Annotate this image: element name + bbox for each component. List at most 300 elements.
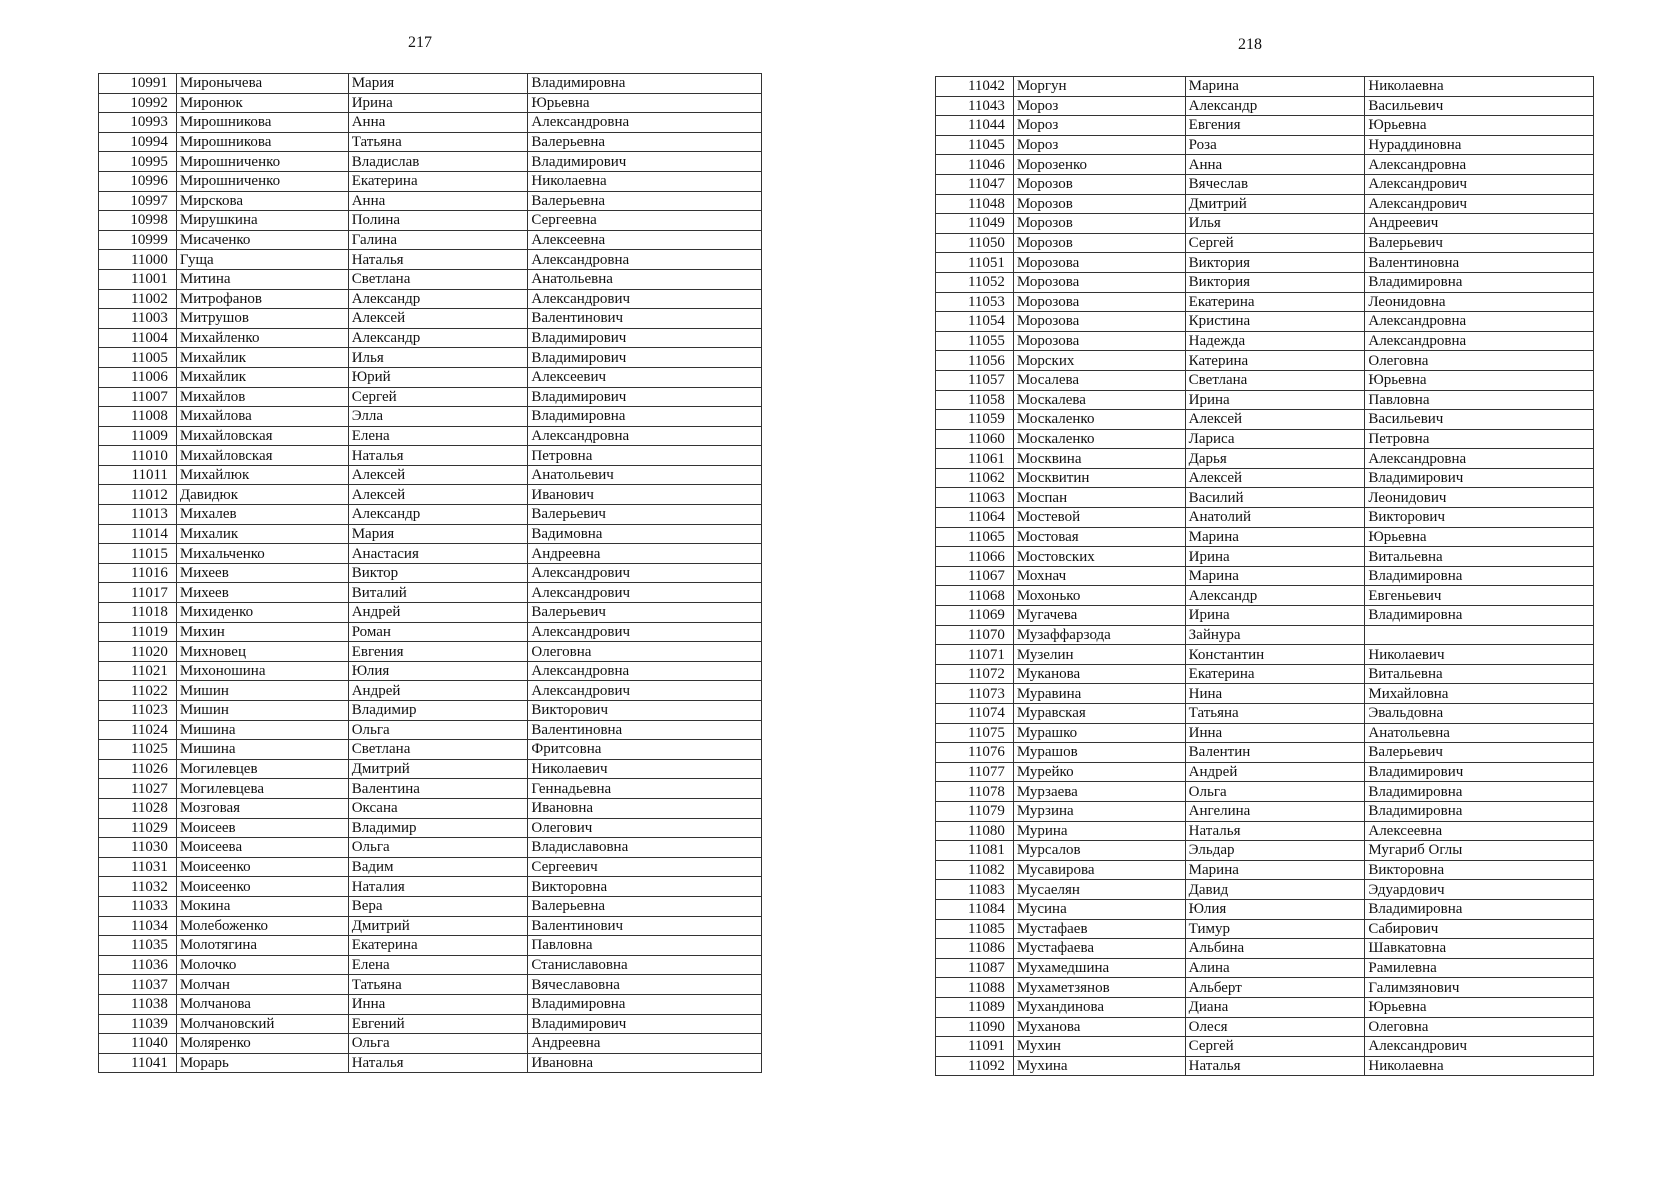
first-name-cell: Марина — [1185, 566, 1365, 586]
row-number-cell: 11023 — [99, 701, 177, 721]
table-row — [99, 661, 762, 681]
first-name-cell: Галина — [348, 230, 528, 250]
last-name-cell: Мурейко — [1013, 762, 1185, 782]
first-name-cell: Анна — [1185, 155, 1365, 175]
first-name-cell: Вера — [348, 896, 528, 916]
first-name-cell: Екатерина — [348, 171, 528, 191]
row-number-cell: 11071 — [936, 645, 1014, 665]
first-name-cell: Анастасия — [348, 544, 528, 564]
first-name-cell: Ирина — [1185, 606, 1365, 626]
patronymic-cell: Александрович — [528, 583, 762, 603]
row-number-cell: 11079 — [936, 801, 1014, 821]
last-name-cell: Михайлик — [176, 348, 348, 368]
patronymic-cell: Александровна — [528, 113, 762, 133]
row-number-cell: 11047 — [936, 174, 1014, 194]
patronymic-cell: Валентиновна — [528, 720, 762, 740]
table-row — [99, 701, 762, 721]
patronymic-cell: Александрович — [528, 289, 762, 309]
row-number-cell: 11092 — [936, 1056, 1014, 1076]
first-name-cell: Кристина — [1185, 312, 1365, 332]
row-number-cell: 11062 — [936, 468, 1014, 488]
patronymic-cell: Александрович — [1365, 1037, 1594, 1057]
row-number-cell: 11057 — [936, 370, 1014, 390]
first-name-cell: Тимур — [1185, 919, 1365, 939]
table-row — [99, 975, 762, 995]
row-number-cell: 11018 — [99, 603, 177, 623]
table-row — [936, 174, 1594, 194]
last-name-cell: Миронюк — [176, 93, 348, 113]
table-row — [99, 1014, 762, 1034]
first-name-cell: Ирина — [1185, 547, 1365, 567]
last-name-cell: Моисеенко — [176, 877, 348, 897]
patronymic-cell: Викторович — [1365, 508, 1594, 528]
row-number-cell: 11081 — [936, 841, 1014, 861]
row-number-cell: 11007 — [99, 387, 177, 407]
patronymic-cell: Васильевич — [1365, 410, 1594, 430]
last-name-cell: Моспан — [1013, 488, 1185, 508]
last-name-cell: Мурзаева — [1013, 782, 1185, 802]
patronymic-cell: Леонидович — [1365, 488, 1594, 508]
last-name-cell: Мурина — [1013, 821, 1185, 841]
row-number-cell: 11016 — [99, 563, 177, 583]
last-name-cell: Мирушкина — [176, 211, 348, 231]
first-name-cell: Елена — [348, 426, 528, 446]
table-row — [936, 351, 1594, 371]
last-name-cell: Муханова — [1013, 1017, 1185, 1037]
row-number-cell: 11076 — [936, 743, 1014, 763]
table-row — [99, 191, 762, 211]
first-name-cell: Роман — [348, 622, 528, 642]
patronymic-cell: Станиславовна — [528, 955, 762, 975]
patronymic-cell: Валентиновна — [1365, 253, 1594, 273]
first-name-cell: Анатолий — [1185, 508, 1365, 528]
last-name-cell: Моляренко — [176, 1034, 348, 1054]
first-name-cell: Зайнура — [1185, 625, 1365, 645]
table-row — [936, 880, 1594, 900]
row-number-cell: 11015 — [99, 544, 177, 564]
table-row — [936, 899, 1594, 919]
table-row — [936, 214, 1594, 234]
patronymic-cell: Павловна — [1365, 390, 1594, 410]
last-name-cell: Мостовая — [1013, 527, 1185, 547]
first-name-cell: Эльдар — [1185, 841, 1365, 861]
row-number-cell: 11037 — [99, 975, 177, 995]
first-name-cell: Владислав — [348, 152, 528, 172]
first-name-cell: Евгения — [1185, 116, 1365, 136]
patronymic-cell: Владимировна — [1365, 801, 1594, 821]
row-number-cell: 11059 — [936, 410, 1014, 430]
last-name-cell: Мостовских — [1013, 547, 1185, 567]
row-number-cell: 11004 — [99, 328, 177, 348]
first-name-cell: Катерина — [1185, 351, 1365, 371]
first-name-cell: Алексей — [1185, 410, 1365, 430]
table-row — [936, 272, 1594, 292]
table-row — [936, 331, 1594, 351]
table-row — [936, 410, 1594, 430]
row-number-cell: 11031 — [99, 857, 177, 877]
first-name-cell: Алина — [1185, 958, 1365, 978]
table-row — [936, 194, 1594, 214]
patronymic-cell: Николаевна — [1365, 77, 1594, 97]
row-number-cell: 11067 — [936, 566, 1014, 586]
last-name-cell: Михайлик — [176, 367, 348, 387]
first-name-cell: Андрей — [1185, 762, 1365, 782]
page-number-right: 218 — [1238, 36, 1262, 53]
table-row — [99, 171, 762, 191]
patronymic-cell: Анатольевна — [528, 269, 762, 289]
row-number-cell: 11064 — [936, 508, 1014, 528]
row-number-cell: 11002 — [99, 289, 177, 309]
row-number-cell: 11088 — [936, 978, 1014, 998]
table-row — [936, 586, 1594, 606]
last-name-cell: Михайленко — [176, 328, 348, 348]
first-name-cell: Екатерина — [348, 936, 528, 956]
last-name-cell: Мурзина — [1013, 801, 1185, 821]
patronymic-cell: Владимирович — [528, 387, 762, 407]
table-row — [936, 919, 1594, 939]
row-number-cell: 10993 — [99, 113, 177, 133]
table-row — [99, 328, 762, 348]
table-row — [936, 1037, 1594, 1057]
last-name-cell: Москалева — [1013, 390, 1185, 410]
row-number-cell: 11073 — [936, 684, 1014, 704]
row-number-cell: 11003 — [99, 309, 177, 329]
last-name-cell: Москвитин — [1013, 468, 1185, 488]
patronymic-cell: Валерьевич — [1365, 743, 1594, 763]
row-number-cell: 11017 — [99, 583, 177, 603]
last-name-cell: Моисеенко — [176, 857, 348, 877]
last-name-cell: Мозговая — [176, 798, 348, 818]
patronymic-cell: Владимировна — [528, 994, 762, 1014]
first-name-cell: Константин — [1185, 645, 1365, 665]
last-name-cell: Моисеев — [176, 818, 348, 838]
row-number-cell: 11039 — [99, 1014, 177, 1034]
patronymic-cell: Олеговна — [1365, 1017, 1594, 1037]
row-number-cell: 11035 — [99, 936, 177, 956]
row-number-cell: 11046 — [936, 155, 1014, 175]
table-row — [936, 508, 1594, 528]
table-row — [99, 152, 762, 172]
first-name-cell: Инна — [1185, 723, 1365, 743]
row-number-cell: 11083 — [936, 880, 1014, 900]
patronymic-cell: Иванович — [528, 485, 762, 505]
first-name-cell: Юлия — [348, 661, 528, 681]
patronymic-cell: Владимировна — [1365, 272, 1594, 292]
patronymic-cell: Ивановна — [528, 1053, 762, 1073]
first-name-cell: Виктория — [1185, 253, 1365, 273]
last-name-cell: Мустафаев — [1013, 919, 1185, 939]
row-number-cell: 11001 — [99, 269, 177, 289]
patronymic-cell: Андреевич — [1365, 214, 1594, 234]
last-name-cell: Давидюк — [176, 485, 348, 505]
row-number-cell: 11036 — [99, 955, 177, 975]
first-name-cell: Дарья — [1185, 449, 1365, 469]
table-row — [936, 821, 1594, 841]
patronymic-cell: Юрьевна — [1365, 370, 1594, 390]
row-number-cell: 10998 — [99, 211, 177, 231]
last-name-cell: Мухандинова — [1013, 997, 1185, 1017]
first-name-cell: Ольга — [348, 720, 528, 740]
last-name-cell: Муканова — [1013, 664, 1185, 684]
last-name-cell: Митрофанов — [176, 289, 348, 309]
row-number-cell: 11048 — [936, 194, 1014, 214]
table-row — [936, 155, 1594, 175]
table-row — [99, 583, 762, 603]
patronymic-cell: Валентинович — [528, 916, 762, 936]
last-name-cell: Мишина — [176, 740, 348, 760]
row-number-cell: 11065 — [936, 527, 1014, 547]
first-name-cell: Андрей — [348, 681, 528, 701]
table-row — [936, 77, 1594, 97]
first-name-cell: Наталья — [1185, 1056, 1365, 1076]
row-number-cell: 11078 — [936, 782, 1014, 802]
row-number-cell: 11080 — [936, 821, 1014, 841]
patronymic-cell: Мугариб Оглы — [1365, 841, 1594, 861]
table-row — [936, 527, 1594, 547]
patronymic-cell: Эдуардович — [1365, 880, 1594, 900]
patronymic-cell: Владимировна — [528, 74, 762, 94]
names-table-right — [935, 76, 1594, 1076]
patronymic-cell: Андреевна — [528, 544, 762, 564]
last-name-cell: Мухаметзянов — [1013, 978, 1185, 998]
last-name-cell: Михалик — [176, 524, 348, 544]
table-row — [99, 211, 762, 231]
last-name-cell: Михайловская — [176, 426, 348, 446]
row-number-cell: 11055 — [936, 331, 1014, 351]
first-name-cell: Александр — [348, 505, 528, 525]
row-number-cell: 11089 — [936, 997, 1014, 1017]
table-row — [936, 566, 1594, 586]
table-row — [936, 860, 1594, 880]
row-number-cell: 11053 — [936, 292, 1014, 312]
row-number-cell: 11040 — [99, 1034, 177, 1054]
last-name-cell: Морозова — [1013, 272, 1185, 292]
first-name-cell: Нина — [1185, 684, 1365, 704]
first-name-cell: Татьяна — [348, 975, 528, 995]
first-name-cell: Роза — [1185, 135, 1365, 155]
patronymic-cell: Александрович — [1365, 174, 1594, 194]
table-row — [936, 468, 1594, 488]
patronymic-cell: Александрович — [528, 681, 762, 701]
patronymic-cell: Галимзянович — [1365, 978, 1594, 998]
last-name-cell: Мороз — [1013, 135, 1185, 155]
first-name-cell: Альберт — [1185, 978, 1365, 998]
last-name-cell: Мисаченко — [176, 230, 348, 250]
last-name-cell: Мишин — [176, 701, 348, 721]
last-name-cell: Морозова — [1013, 331, 1185, 351]
patronymic-cell: Нураддиновна — [1365, 135, 1594, 155]
first-name-cell: Алексей — [1185, 468, 1365, 488]
table-row — [99, 426, 762, 446]
patronymic-cell: Владимирович — [528, 348, 762, 368]
last-name-cell: Морарь — [176, 1053, 348, 1073]
last-name-cell: Морозова — [1013, 292, 1185, 312]
last-name-cell: Морских — [1013, 351, 1185, 371]
row-number-cell: 10991 — [99, 74, 177, 94]
table-row — [936, 116, 1594, 136]
table-row — [99, 465, 762, 485]
first-name-cell: Алексей — [348, 485, 528, 505]
table-row — [99, 1053, 762, 1073]
page-number-left: 217 — [408, 34, 432, 51]
last-name-cell: Михайлов — [176, 387, 348, 407]
row-number-cell: 11000 — [99, 250, 177, 270]
row-number-cell: 10994 — [99, 132, 177, 152]
row-number-cell: 11050 — [936, 233, 1014, 253]
last-name-cell: Москаленко — [1013, 429, 1185, 449]
table-row — [936, 429, 1594, 449]
first-name-cell: Андрей — [348, 603, 528, 623]
row-number-cell: 11027 — [99, 779, 177, 799]
first-name-cell: Дмитрий — [1185, 194, 1365, 214]
patronymic-cell: Викторовна — [528, 877, 762, 897]
row-number-cell: 11012 — [99, 485, 177, 505]
row-number-cell: 11038 — [99, 994, 177, 1014]
row-number-cell: 11056 — [936, 351, 1014, 371]
patronymic-cell: Анатольевна — [1365, 723, 1594, 743]
first-name-cell: Наталья — [348, 446, 528, 466]
last-name-cell: Муравина — [1013, 684, 1185, 704]
row-number-cell: 11028 — [99, 798, 177, 818]
table-row — [99, 994, 762, 1014]
last-name-cell: Митина — [176, 269, 348, 289]
patronymic-cell: Ивановна — [528, 798, 762, 818]
row-number-cell: 11070 — [936, 625, 1014, 645]
last-name-cell: Молчанова — [176, 994, 348, 1014]
table-row — [99, 779, 762, 799]
first-name-cell: Ангелина — [1185, 801, 1365, 821]
last-name-cell: Мосалева — [1013, 370, 1185, 390]
table-row — [936, 606, 1594, 626]
row-number-cell: 11026 — [99, 759, 177, 779]
first-name-cell: Валентина — [348, 779, 528, 799]
patronymic-cell: Шавкатовна — [1365, 939, 1594, 959]
table-row — [99, 250, 762, 270]
last-name-cell: Музаффарзода — [1013, 625, 1185, 645]
last-name-cell: Мирошниченко — [176, 152, 348, 172]
table-row — [99, 230, 762, 250]
patronymic-cell: Павловна — [528, 936, 762, 956]
table-row — [99, 269, 762, 289]
patronymic-cell: Юрьевна — [1365, 527, 1594, 547]
last-name-cell: Москвина — [1013, 449, 1185, 469]
first-name-cell: Виктор — [348, 563, 528, 583]
first-name-cell: Анна — [348, 191, 528, 211]
last-name-cell: Мурашов — [1013, 743, 1185, 763]
table-row — [936, 1056, 1594, 1076]
row-number-cell: 11011 — [99, 465, 177, 485]
patronymic-cell: Владимировна — [1365, 606, 1594, 626]
last-name-cell: Михеев — [176, 563, 348, 583]
patronymic-cell: Викторович — [528, 701, 762, 721]
row-number-cell: 11058 — [936, 390, 1014, 410]
patronymic-cell: Александрович — [528, 563, 762, 583]
patronymic-cell: Эвальдовна — [1365, 704, 1594, 724]
last-name-cell: Морозов — [1013, 233, 1185, 253]
last-name-cell: Мирскова — [176, 191, 348, 211]
row-number-cell: 11022 — [99, 681, 177, 701]
table-row — [99, 93, 762, 113]
table-row — [936, 292, 1594, 312]
first-name-cell: Надежда — [1185, 331, 1365, 351]
patronymic-cell: Вячеславовна — [528, 975, 762, 995]
last-name-cell: Морозов — [1013, 214, 1185, 234]
patronymic-cell: Витальевна — [1365, 547, 1594, 567]
first-name-cell: Александр — [1185, 96, 1365, 116]
table-row — [936, 762, 1594, 782]
row-number-cell: 11009 — [99, 426, 177, 446]
patronymic-cell: Вадимовна — [528, 524, 762, 544]
row-number-cell: 11045 — [936, 135, 1014, 155]
first-name-cell: Алексей — [348, 309, 528, 329]
table-row — [936, 782, 1594, 802]
table-row — [936, 664, 1594, 684]
row-number-cell: 11061 — [936, 449, 1014, 469]
row-number-cell: 11032 — [99, 877, 177, 897]
patronymic-cell: Олегович — [528, 818, 762, 838]
table-row — [99, 857, 762, 877]
first-name-cell: Владимир — [348, 701, 528, 721]
last-name-cell: Морозова — [1013, 253, 1185, 273]
last-name-cell: Мишин — [176, 681, 348, 701]
table-row — [99, 505, 762, 525]
first-name-cell: Екатерина — [1185, 292, 1365, 312]
table-row — [936, 978, 1594, 998]
patronymic-cell: Сергеевич — [528, 857, 762, 877]
last-name-cell: Музелин — [1013, 645, 1185, 665]
patronymic-cell: Владимировна — [1365, 566, 1594, 586]
first-name-cell: Сергей — [348, 387, 528, 407]
first-name-cell: Наталья — [348, 250, 528, 270]
last-name-cell: Гуща — [176, 250, 348, 270]
first-name-cell: Светлана — [1185, 370, 1365, 390]
last-name-cell: Молочко — [176, 955, 348, 975]
table-row — [99, 74, 762, 94]
first-name-cell: Виктория — [1185, 272, 1365, 292]
patronymic-cell: Александровна — [1365, 312, 1594, 332]
table-row — [99, 544, 762, 564]
row-number-cell: 11008 — [99, 407, 177, 427]
first-name-cell: Сергей — [1185, 233, 1365, 253]
row-number-cell: 11043 — [936, 96, 1014, 116]
last-name-cell: Мостевой — [1013, 508, 1185, 528]
first-name-cell: Наталья — [348, 1053, 528, 1073]
patronymic-cell: Анатольевич — [528, 465, 762, 485]
first-name-cell: Юрий — [348, 367, 528, 387]
last-name-cell: Михайлюк — [176, 465, 348, 485]
last-name-cell: Морозова — [1013, 312, 1185, 332]
first-name-cell: Мария — [348, 524, 528, 544]
last-name-cell: Михоношина — [176, 661, 348, 681]
last-name-cell: Мусаелян — [1013, 880, 1185, 900]
table-row — [99, 289, 762, 309]
first-name-cell: Полина — [348, 211, 528, 231]
first-name-cell: Алексей — [348, 465, 528, 485]
table-row — [936, 370, 1594, 390]
first-name-cell: Александр — [348, 328, 528, 348]
first-name-cell: Оксана — [348, 798, 528, 818]
last-name-cell: Михин — [176, 622, 348, 642]
last-name-cell: Москаленко — [1013, 410, 1185, 430]
first-name-cell: Наталия — [348, 877, 528, 897]
last-name-cell: Мурашко — [1013, 723, 1185, 743]
last-name-cell: Мирошникова — [176, 113, 348, 133]
row-number-cell: 11069 — [936, 606, 1014, 626]
patronymic-cell: Алексеевна — [528, 230, 762, 250]
last-name-cell: Морозенко — [1013, 155, 1185, 175]
patronymic-cell: Олеговна — [1365, 351, 1594, 371]
first-name-cell: Илья — [348, 348, 528, 368]
